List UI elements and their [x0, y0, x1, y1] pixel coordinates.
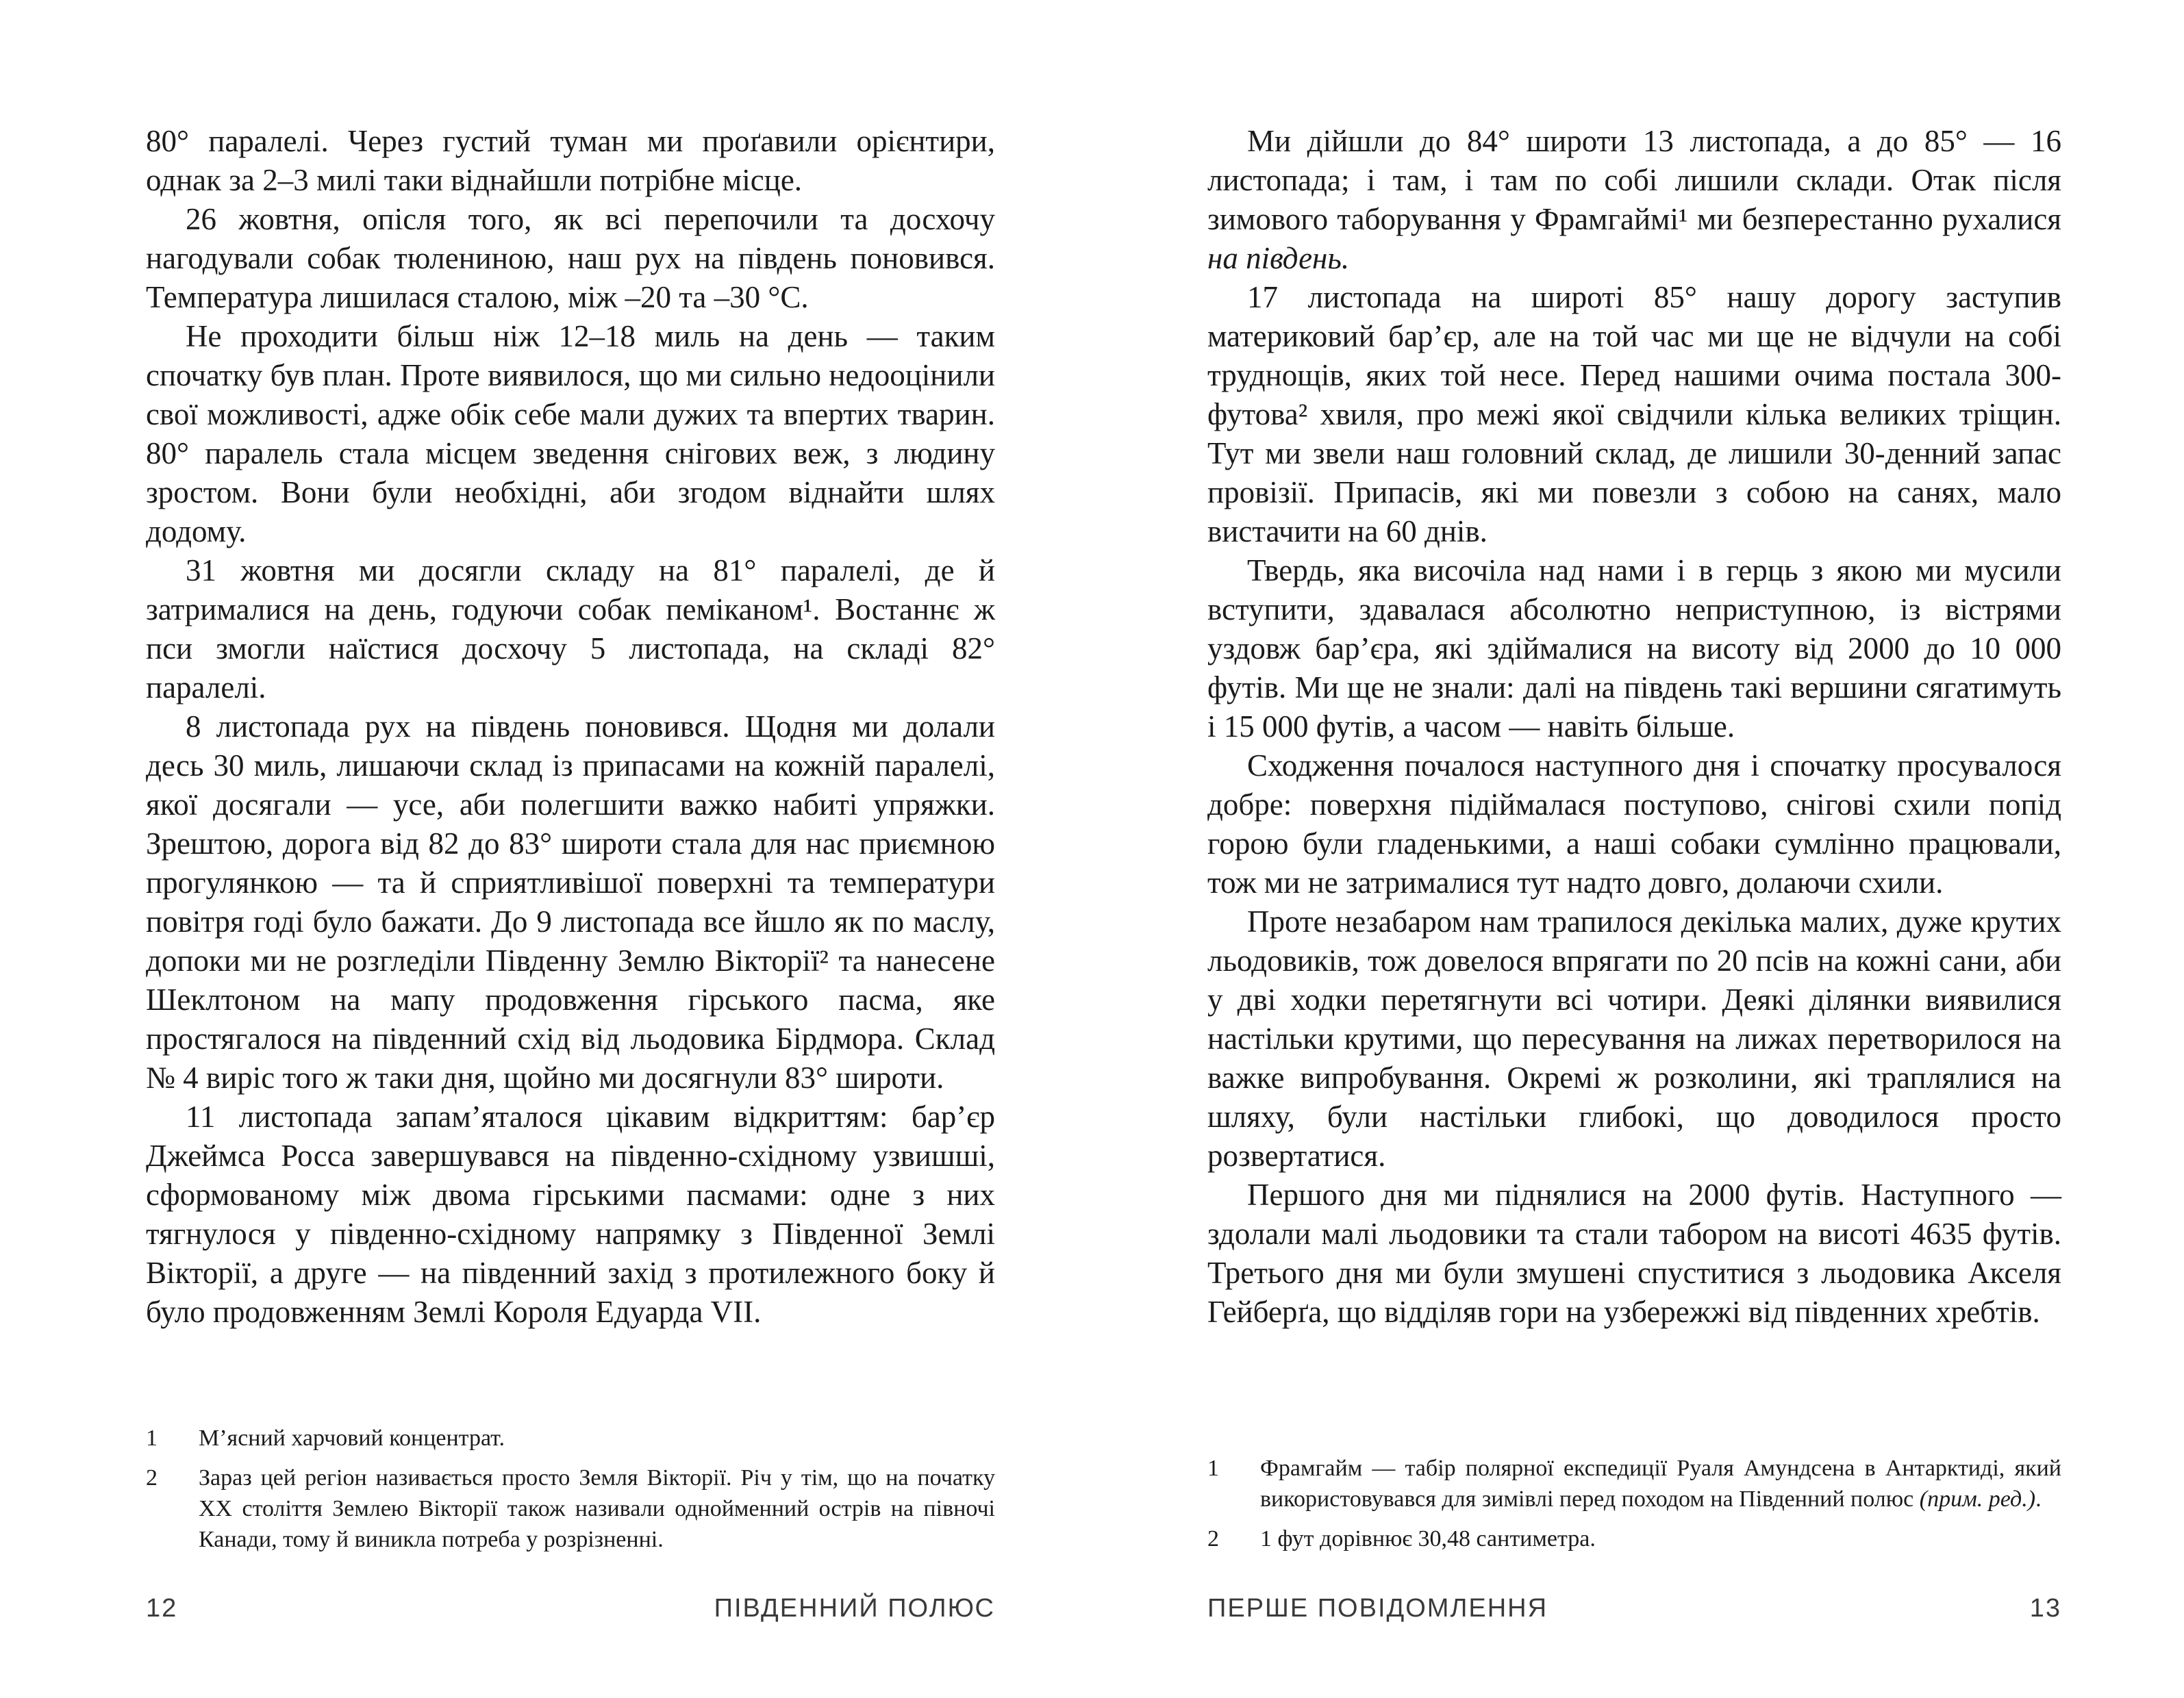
text-run: М’ясний харчовий концентрат. [199, 1425, 505, 1451]
paragraph [1207, 902, 2061, 1176]
footnote [146, 1423, 995, 1454]
text-run: 80° паралелі. Через густий туман ми проґавили орієнтири, однак за 2–3 милі таки віднайшли потрібне місце. [146, 124, 995, 197]
text-run: Ми дійшли до 84° широти 13 листопада, а до 85° — 16 листопада; і там, і там по собі лишили склади. Отак після зимового таборування у Фрамгаймі¹ ми безперестанно рухалися [1207, 124, 2061, 236]
left-running-title: ПІВДЕННИЙ ПОЛЮС [714, 1594, 995, 1623]
paragraph [146, 317, 995, 551]
text-run: 17 листопада на широті 85° нашу дорогу заступив материковий бар’єр, але на той час ми ще не відчули на собі труднощів, яких той несе. Перед нашими очима постала 300-футова² хвиля, про межі якої свідчили кілька великих тріщин. Тут ми звели наш головний склад, де лишили 30-денний запас провізії. Припасів, які ми повезли з собою на санях, мало вистачити на 60 днів. [1207, 280, 2061, 548]
text-run: Твердь, яка височіла над нами і в герць з якою ми мусили вступити, здавалася абсолютно неприступною, із вістрями уздовж бар’єра, які здіймалися на висоту від 2000 до 10 000 футів. Ми ще не знали: далі на південь такі вершини сягатимуть і 15 000 футів, а часом — навіть більше. [1207, 553, 2061, 744]
footnote-number: 1 [1207, 1456, 1219, 1481]
paragraph [1207, 746, 2061, 902]
text-run: Проте незабаром нам трапилося декілька малих, дуже крутих льодовиків, тож довелося впрягати по 20 псів на кожні сани, аби у дві ходки перетягнути всі чотири. Деякі ділянки виявилися настільки крутими, що пересування на лижах перетворилося на важке випробування. Окремі ж розколини, які траплялися на шляху, були настільки глибокі, що доводилося просто розвертатися. [1207, 904, 2061, 1173]
footnote-text [1260, 1523, 2061, 1554]
paragraph [146, 1098, 995, 1332]
text-run: 31 жовтня ми досягли складу на 81° паралелі, де й затрималися на день, годуючи собак пеміканом¹. Востаннє ж пси змогли наїстися досхочу 5 листопада, на складі 82° паралелі. [146, 553, 995, 705]
paragraph [1207, 278, 2061, 551]
right-page-footnotes [1207, 1453, 2061, 1563]
right-page-body-text [1207, 122, 2061, 1332]
text-run: 1 фут дорівнює 30,48 сантиметра. [1260, 1526, 1596, 1551]
paragraph [146, 122, 995, 200]
text-run: Сходження почалося наступного дня і спочатку просувалося добре: поверхня підіймалася поступово, снігові схили попід горою були гладенькими, а наші собаки сумлінно працювали, тож ми не затрималися тут надто довго, долаючи схили. [1207, 748, 2061, 900]
footnote-number: 2 [146, 1465, 158, 1491]
left-page-footer [146, 1594, 995, 1623]
text-run: Фрамгайм — табір полярної експедиції Руаля Амундсена в Антарктиді, який використовувався для зимівлі перед походом на Південний полюс [1260, 1456, 2061, 1512]
right-running-title: ПЕРШЕ ПОВІДОМЛЕННЯ [1207, 1594, 1548, 1623]
right-page [1207, 0, 2061, 1698]
text-run: Не проходити більш ніж 12–18 миль на день — таким спочатку був план. Проте виявилося, що ми сильно недооцінили свої можливості, адже обік себе мали дужих та впертих тварин. 80° паралель стала місцем зведення снігових веж, з людину зростом. Вони були необхідні, аби згодом віднайти шлях додому. [146, 319, 995, 548]
paragraph [1207, 122, 2061, 278]
footnote [146, 1462, 995, 1555]
left-page-footnotes [146, 1423, 995, 1564]
text-run: Зараз цей регіон називається просто Земля Вікторії. Річ у тім, що на початку ХХ століття Землею Вікторії також називали однойменний острів на півночі Канади, тому й виникла потреба у розрізненні. [199, 1465, 995, 1552]
footnote [1207, 1523, 2061, 1554]
footnote-number: 2 [1207, 1526, 1219, 1551]
left-page [146, 0, 995, 1698]
footnote [1207, 1453, 2061, 1515]
italic-text-run: на південь. [1207, 241, 1350, 275]
right-page-number: 13 [2029, 1594, 2061, 1623]
text-run: . [2035, 1486, 2042, 1512]
paragraph [146, 551, 995, 707]
paragraph [1207, 1176, 2061, 1332]
footnote-text [199, 1423, 995, 1454]
text-run: 11 листопада запам’яталося цікавим відкриттям: бар’єр Джеймса Росса завершувався на південно-східному узвишші, сформованому між двома гірськими пасмами: одне з них тягнулося у південно-східному напрямку з Південної Землі Вікторії, а друге — на південний захід з протилежного боку й було продовженням Землі Короля Едуарда VII. [146, 1100, 995, 1329]
left-page-number: 12 [146, 1594, 178, 1623]
footnote-text [1260, 1453, 2061, 1515]
paragraph [146, 200, 995, 317]
text-run: Першого дня ми піднялися на 2000 футів. Наступного — здолали малі льодовики та стали табором на висоті 4635 футів. Третього дня ми були змушені спуститися з льодовика Акселя Гейберґа, що відділяв гори на узбережжі від південних хребтів. [1207, 1178, 2061, 1329]
paragraph [1207, 551, 2061, 746]
footnote-text [199, 1462, 995, 1555]
text-run: 26 жовтня, опісля того, як всі перепочили та досхочу нагодували собак тюлениною, наш рух на південь поновився. Температура лишилася сталою, між –20 та –30 °С. [146, 202, 995, 314]
paragraph [146, 707, 995, 1098]
left-page-body-text [146, 122, 995, 1332]
text-run: 8 листопада рух на південь поновився. Щодня ми долали десь 30 миль, лишаючи склад із припасами на кожній паралелі, якої досягали — усе, аби полегшити важко набиті упряжки. Зрештою, дорога від 82 до 83° широти стала для нас приємною прогулянкою — та й сприятливішої поверхні та температури повітря годі було бажати. До 9 листопада все йшло як по маслу, допоки ми не розгледіли Південну Землю Вікторії² та нанесене Шеклтоном на мапу продовження гірського пасма, яке простягалося на південний схід від льодовика Бірдмора. Склад № 4 виріс того ж таки дня, щойно ми досягнули 83° широти. [146, 709, 995, 1095]
right-page-footer [1207, 1594, 2061, 1623]
italic-text-run: (прим. ред.) [1919, 1486, 2036, 1512]
footnote-number: 1 [146, 1425, 158, 1451]
